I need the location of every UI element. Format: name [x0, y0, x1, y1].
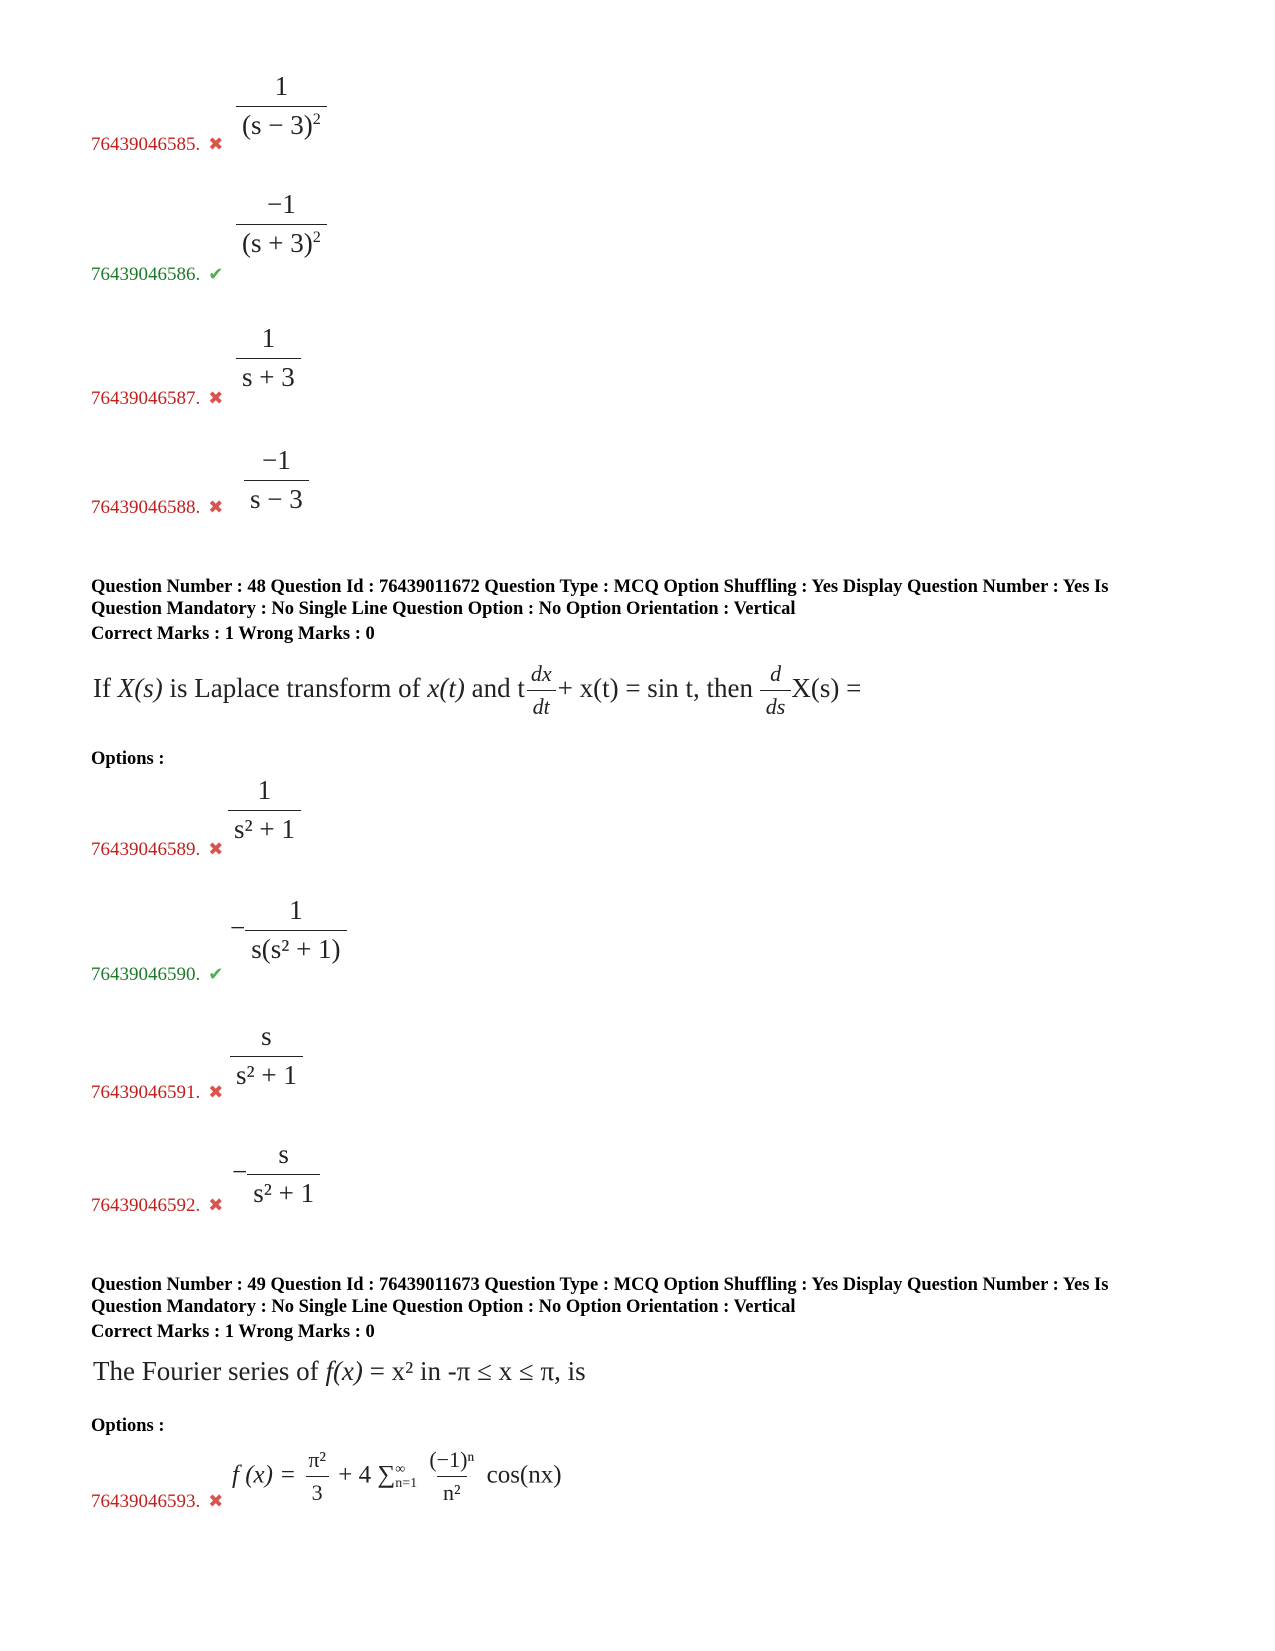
option-id: 76439046586. ✔: [91, 264, 224, 285]
wrong-mark-icon: ✖: [208, 1491, 224, 1511]
option-formula: $\frac{s}{\text{s² + 1}}$: [230, 1022, 303, 1090]
option-formula: − $\frac{s}{\text{s² + 1}}$: [232, 1140, 320, 1208]
options-label: Options :: [91, 749, 165, 769]
wrong-mark-icon: ✖: [208, 1195, 224, 1215]
wrong-mark-icon: ✖: [208, 1082, 224, 1102]
wrong-mark-icon: ✖: [208, 388, 224, 408]
option-formula: $\frac{1}{(s - 3)^2}$: [236, 72, 327, 140]
option-formula: f (x) = $\frac{\text{π²}}{3}$ + 4 ∑ ∞ n=1 $\frac{\text{(−1)ⁿ}}{\text{n²}}$ cos(nx): [232, 1447, 562, 1506]
option-id: 76439046593. ✖: [91, 1491, 224, 1512]
option-id: 76439046589. ✖: [91, 839, 224, 860]
option-formula: $\frac{-1}{(s + 3)^2}$: [236, 190, 327, 258]
option-id: 76439046590. ✔: [91, 964, 224, 985]
question-text: The Fourier series of f(x) = x² in -π ≤ x ≤ π, is: [93, 1356, 586, 1386]
question-marks: Correct Marks : 1 Wrong Marks : 0: [91, 1322, 375, 1342]
option-id: 76439046592. ✖: [91, 1195, 224, 1216]
option-formula: $\frac{1}{s + 3}$: [236, 324, 301, 392]
wrong-mark-icon: ✖: [208, 497, 224, 517]
option-formula: $\frac{-1}{s - 3}$: [244, 446, 309, 514]
options-label: Options :: [91, 1416, 165, 1436]
question-meta-line: Question Number : 48 Question Id : 76439011672 Question Type : MCQ Option Shuffling : Yes Display Question Number : Yes Is: [91, 577, 1109, 597]
question-text: If X(s) is Laplace transform of x(t) and t $\frac{dx}{dt}$ + x(t) = sin t, then $\frac{d}{ds}$ X(s) =: [93, 661, 862, 720]
option-id: 76439046591. ✖: [91, 1082, 224, 1103]
option-formula: − $\frac{1}{\text{s(s² + 1)}}$: [230, 896, 347, 964]
question-meta-line: Question Number : 49 Question Id : 76439011673 Question Type : MCQ Option Shuffling : Yes Display Question Number : Yes Is: [91, 1275, 1109, 1295]
correct-check-icon: ✔: [208, 264, 224, 284]
question-meta-line: Question Mandatory : No Single Line Question Option : No Option Orientation : Vertical: [91, 1297, 796, 1317]
question-meta-line: Question Mandatory : No Single Line Question Option : No Option Orientation : Vertical: [91, 599, 796, 619]
option-id: 76439046587. ✖: [91, 388, 224, 409]
wrong-mark-icon: ✖: [208, 839, 224, 859]
question-marks: Correct Marks : 1 Wrong Marks : 0: [91, 624, 375, 644]
correct-check-icon: ✔: [208, 964, 224, 984]
wrong-mark-icon: ✖: [208, 134, 224, 154]
option-id: 76439046585. ✖: [91, 134, 224, 155]
option-formula: $\frac{1}{\text{s² + 1}}$: [228, 776, 301, 844]
option-id: 76439046588. ✖: [91, 497, 224, 518]
